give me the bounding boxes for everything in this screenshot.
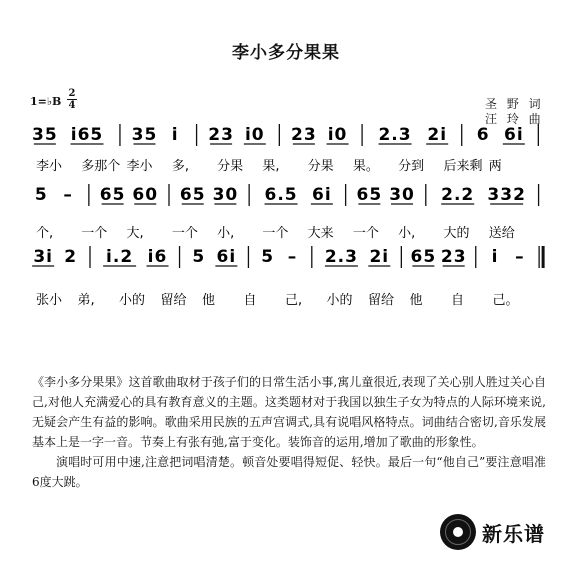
lyric-syllable: 送给 xyxy=(488,226,515,241)
lyric-syllable: 两 xyxy=(488,159,502,174)
note-group: 23 xyxy=(208,125,234,145)
note-group: 3i xyxy=(33,247,53,267)
lyric-syllable: 多那个 xyxy=(81,159,121,174)
lyric-syllable: 李小 xyxy=(36,159,63,174)
lyric-syllable: 一个 xyxy=(81,226,108,241)
lyric-syllable: 弟, xyxy=(77,293,95,308)
lyric-syllable: 己, xyxy=(285,293,303,308)
note-group: 65 xyxy=(410,247,437,267)
note-group: 6 xyxy=(476,125,490,145)
note-group: i xyxy=(491,247,499,267)
lyric-syllable: 李小 xyxy=(126,159,153,174)
note-group: 5 xyxy=(34,185,48,205)
note-group: 2.3 xyxy=(378,125,412,145)
lyric-syllable: 分果 xyxy=(307,159,334,174)
lyric-syllable: 一个 xyxy=(352,226,379,241)
note-group: 60 xyxy=(132,185,159,205)
lyric-syllable: 大的 xyxy=(443,226,470,241)
note-group: 2i xyxy=(427,125,448,145)
lyric-syllable: 果, xyxy=(262,159,280,174)
note-group: 2.3 xyxy=(324,247,358,267)
composer-credit: 汪 玲 曲 xyxy=(485,112,544,126)
note-group: 30 xyxy=(389,185,415,205)
time-signature-bottom: 4 xyxy=(68,100,76,111)
note-group: 65 xyxy=(356,185,383,205)
note-group: 30 xyxy=(212,185,239,205)
note-group: 23 xyxy=(291,125,317,145)
note-group: 2.2 xyxy=(441,185,475,205)
lyric-syllable: 大, xyxy=(126,226,144,241)
lyric-syllable: 小, xyxy=(398,226,416,241)
lyric-syllable: 果。 xyxy=(352,159,379,174)
note-group: i.2 xyxy=(106,247,134,267)
note-group: 2i xyxy=(369,247,390,267)
note-group: i6 xyxy=(147,247,168,267)
lyric-syllable: 自 xyxy=(451,293,465,308)
lyric-syllable: 留给 xyxy=(368,293,395,308)
lyric-syllable: 张小 xyxy=(36,293,63,308)
note-group: i65 xyxy=(70,125,104,145)
time-signature-top: 2 xyxy=(68,88,76,99)
note-group: 6i xyxy=(216,247,237,267)
lyric-syllable: 小的 xyxy=(119,293,146,308)
note-group: 6i xyxy=(503,125,524,145)
note-group: i0 xyxy=(244,125,265,145)
note-group: – xyxy=(515,247,525,267)
note-group: 332 xyxy=(487,185,526,205)
song-description xyxy=(32,372,546,492)
note-group: – xyxy=(287,247,298,267)
note-group: 23 xyxy=(440,247,467,267)
key-signature: 1=♭B xyxy=(30,95,62,108)
note-group: 6.5 xyxy=(264,185,298,205)
description-paragraph-1: 《李小多分果果》这首歌曲取材于孩子们的日常生活小事,寓儿童很近,表现了关心别人胜过关心自己,对他人充满爱心的具有教育意义的主题。这类题材对于我国以独生子女为特点的人际环境来说,无疑会产生有益的影响。歌曲采用民族的五声宫调式,具有说唱风格特点。词曲结合密切,音乐发展基本上是一字一音。节奏上有张有弛,富于变化。装饰音的运用,增加了歌曲的形象性。 xyxy=(32,375,546,449)
lyric-syllable: 个, xyxy=(36,226,54,241)
note-group: 5 xyxy=(261,247,275,267)
lyric-syllable: 小的 xyxy=(326,293,353,308)
lyric-syllable: 一个 xyxy=(262,226,289,241)
note-group: 5 xyxy=(192,247,206,267)
lyric-syllable: 他 xyxy=(202,293,216,308)
note-group: – xyxy=(63,185,73,205)
lyric-syllable: 自 xyxy=(243,293,257,308)
description-paragraph-2: 演唱时可用中速,注意把词唱清楚。顿音处要唱得短促、轻快。最后一句“他自己”要注意唱准6度大跳。 xyxy=(32,455,546,489)
lyric-syllable: 分果 xyxy=(217,159,244,174)
lyric-syllable: 留给 xyxy=(160,293,187,308)
note-group: i xyxy=(171,125,179,145)
lyric-syllable: 分到 xyxy=(398,159,425,174)
logo-text: 新乐谱 xyxy=(482,521,545,546)
note-group: i0 xyxy=(327,125,348,145)
site-logo xyxy=(440,512,545,552)
lyric-syllable: 一个 xyxy=(171,226,198,241)
note-group: 6i xyxy=(312,185,332,205)
note-group: 35 xyxy=(131,125,158,145)
note-group: 2 xyxy=(64,247,78,267)
vinyl-disc-icon xyxy=(440,514,476,550)
note-group: 65 xyxy=(99,185,126,205)
lyric-syllable: 他 xyxy=(409,293,423,308)
lyric-syllable: 大来 xyxy=(307,226,334,241)
lyric-syllable: 多, xyxy=(171,159,189,174)
lyric-syllable: 后来剩 xyxy=(443,159,483,174)
note-group: 35 xyxy=(32,125,58,145)
lyric-syllable: 己。 xyxy=(492,293,519,308)
lyric-syllable: 小, xyxy=(217,226,235,241)
note-group: 65 xyxy=(179,185,206,205)
song-title: 李小多分果果 xyxy=(232,43,340,63)
lyricist-credit: 圣 野 词 xyxy=(485,97,544,111)
